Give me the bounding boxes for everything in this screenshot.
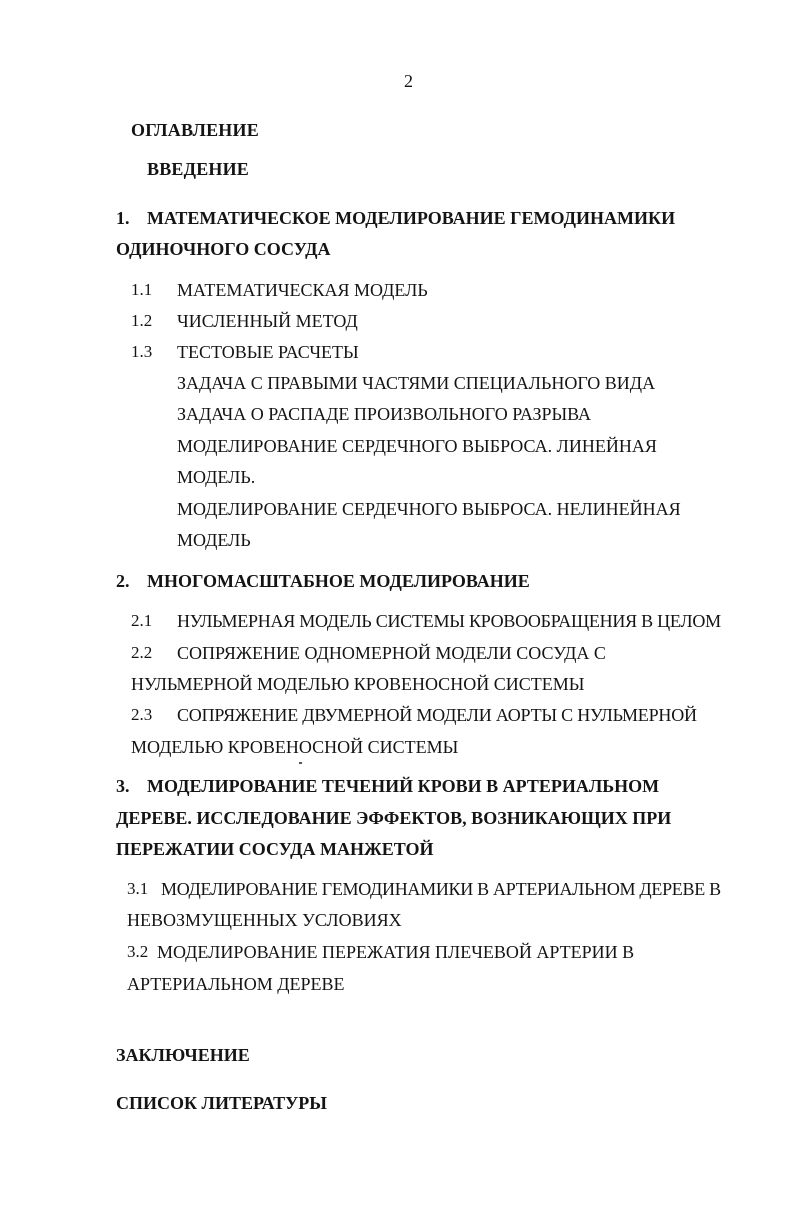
section-1-2-number: 1.2 bbox=[131, 311, 153, 330]
subsection-1-3-3-line-1: МОДЕЛИРОВАНИЕ СЕРДЕЧНОГО ВЫБРОСА. ЛИНЕЙНАЯ bbox=[177, 436, 657, 456]
toc-heading: ОГЛАВЛЕНИЕ bbox=[131, 120, 259, 140]
chapter-1-title-line-2: ОДИНОЧНОГО СОСУДА bbox=[116, 239, 331, 259]
section-1-3-title: ТЕСТОВЫЕ РАСЧЕТЫ bbox=[177, 342, 359, 362]
conclusion-entry: ЗАКЛЮЧЕНИЕ bbox=[116, 1045, 250, 1065]
section-2-3-title-line-1: СОПРЯЖЕНИЕ ДВУМЕРНОЙ МОДЕЛИ АОРТЫ С НУЛЬМЕРНОЙ bbox=[177, 705, 697, 725]
subsection-1-3-3-line-2: МОДЕЛЬ. bbox=[177, 467, 256, 487]
section-2-2-number: 2.2 bbox=[131, 643, 153, 662]
section-1-1-number: 1.1 bbox=[131, 280, 153, 299]
section-2-3-number: 2.3 bbox=[131, 705, 153, 724]
section-1-2-title: ЧИСЛЕННЫЙ МЕТОД bbox=[177, 311, 358, 331]
subsection-1-3-4-line-2: МОДЕЛЬ bbox=[177, 530, 251, 550]
section-2-3-title-line-2: МОДЕЛЬЮ КРОВЕНОСНОЙ СИСТЕМЫ bbox=[131, 737, 459, 757]
chapter-3-title-line-3: ПЕРЕЖАТИИ СОСУДА МАНЖЕТОЙ bbox=[116, 839, 434, 859]
chapter-3-title-line-1: МОДЕЛИРОВАНИЕ ТЕЧЕНИЙ КРОВИ В АРТЕРИАЛЬНОМ bbox=[147, 776, 660, 796]
chapter-1-number: 1. bbox=[116, 208, 130, 228]
section-2-2-title-line-1: СОПРЯЖЕНИЕ ОДНОМЕРНОЙ МОДЕЛИ СОСУДА С bbox=[177, 643, 606, 663]
section-2-2-title-line-2: НУЛЬМЕРНОЙ МОДЕЛЬЮ КРОВЕНОСНОЙ СИСТЕМЫ bbox=[131, 674, 585, 694]
section-2-1-title: НУЛЬМЕРНАЯ МОДЕЛЬ СИСТЕМЫ КРОВООБРАЩЕНИЯ В ЦЕЛОМ bbox=[177, 611, 721, 631]
section-3-2-title-line-2: АРТЕРИАЛЬНОМ ДЕРЕВЕ bbox=[127, 974, 345, 994]
chapter-1-title-line-1: МАТЕМАТИЧЕСКОЕ МОДЕЛИРОВАНИЕ ГЕМОДИНАМИКИ bbox=[147, 208, 676, 228]
section-3-1-number: 3.1 bbox=[127, 879, 149, 898]
subsection-1-3-1: ЗАДАЧА С ПРАВЫМИ ЧАСТЯМИ СПЕЦИАЛЬНОГО ВИДА bbox=[177, 373, 656, 393]
chapter-2-number: 2. bbox=[116, 571, 130, 591]
chapter-2-title-line-1: МНОГОМАСШТАБНОЕ МОДЕЛИРОВАНИЕ bbox=[147, 571, 530, 591]
section-3-2-title-line-1: МОДЕЛИРОВАНИЕ ПЕРЕЖАТИЯ ПЛЕЧЕВОЙ АРТЕРИИ В bbox=[157, 942, 635, 962]
bibliography-entry: СПИСОК ЛИТЕРАТУРЫ bbox=[116, 1093, 327, 1113]
section-1-1-title: МАТЕМАТИЧЕСКАЯ МОДЕЛЬ bbox=[177, 280, 428, 300]
page-number: 2 bbox=[404, 71, 413, 91]
section-3-1-title-line-1: МОДЕЛИРОВАНИЕ ГЕМОДИНАМИКИ В АРТЕРИАЛЬНОМ ДЕРЕВЕ В bbox=[161, 879, 721, 899]
section-2-1-number: 2.1 bbox=[131, 611, 153, 630]
subsection-1-3-4-line-1: МОДЕЛИРОВАНИЕ СЕРДЕЧНОГО ВЫБРОСА. НЕЛИНЕЙНАЯ bbox=[177, 499, 681, 519]
section-3-1-title-line-2: НЕВОЗМУЩЕННЫХ УСЛОВИЯХ bbox=[127, 910, 402, 930]
section-3-2-number: 3.2 bbox=[127, 942, 149, 961]
chapter-3-number: 3. bbox=[116, 776, 130, 796]
intro-entry: ВВЕДЕНИЕ bbox=[147, 159, 250, 179]
subsection-1-3-2: ЗАДАЧА О РАСПАДЕ ПРОИЗВОЛЬНОГО РАЗРЫВА bbox=[177, 404, 592, 424]
section-1-3-number: 1.3 bbox=[131, 342, 153, 361]
chapter-3-title-line-2: ДЕРЕВЕ. ИССЛЕДОВАНИЕ ЭФФЕКТОВ, ВОЗНИКАЮЩИХ ПРИ bbox=[116, 808, 672, 828]
scan-speck bbox=[299, 762, 302, 764]
